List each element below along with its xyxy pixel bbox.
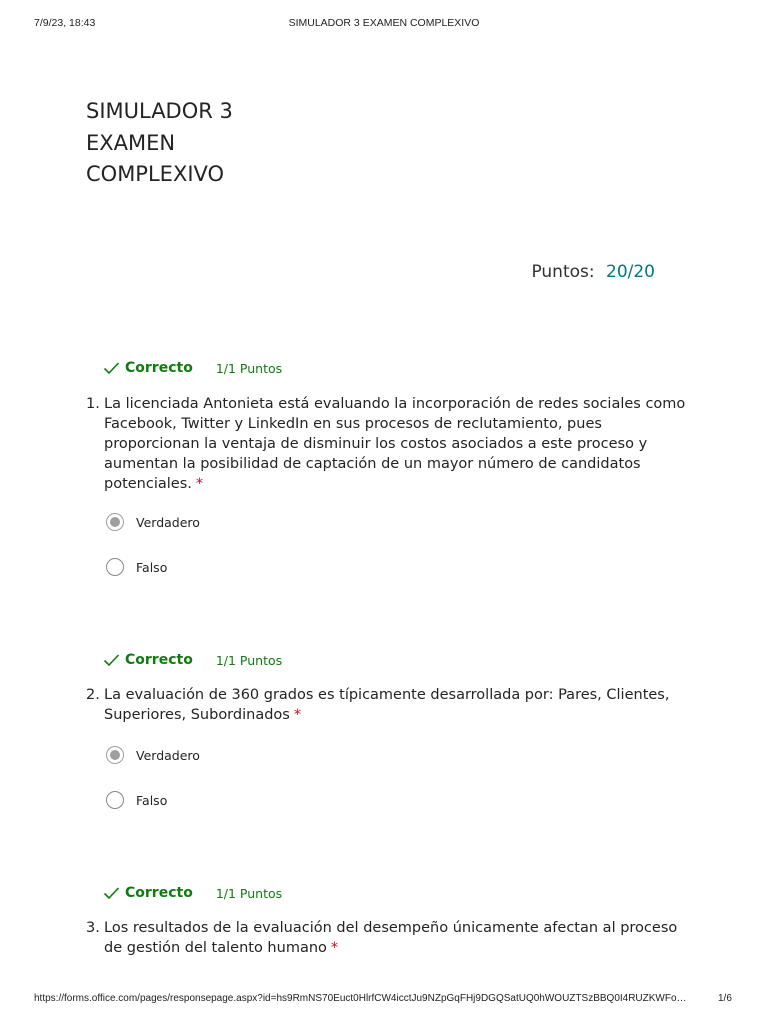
result-status: Correcto [125, 885, 193, 901]
question-text: Los resultados de la evaluación del desempeño únicamente afectan al proceso de gestión del talento humano [104, 920, 678, 956]
question-text-block [104, 685, 694, 725]
checkmark-icon [103, 886, 120, 900]
form-title-line: COMPLEXIVO [86, 162, 225, 186]
radio-selected-icon[interactable] [106, 513, 124, 531]
required-mark: * [330, 940, 339, 956]
question-text: La licenciada Antonieta está evaluando la incorporación de redes sociales como Facebook, Twitter y LinkedIn en sus procesos de reclutamiento, pues proporcionan la ventaja de disminuir los costos asociados a este proceso y aumentan la posibilidad de captación de un mayor número de candidatos potenciales. [104, 396, 686, 492]
print-date: 7/9/23, 18:43 [34, 17, 96, 29]
score-label: Puntos: [531, 262, 595, 282]
question-number: 1. [86, 396, 100, 412]
result-status: Correcto [125, 360, 193, 376]
result-row [103, 358, 282, 378]
question-points: 1/1 Puntos [215, 885, 283, 901]
radio-empty-icon[interactable] [106, 558, 124, 576]
option-falso[interactable] [106, 789, 167, 811]
checkmark-icon [103, 653, 120, 667]
radio-selected-icon[interactable] [106, 746, 124, 764]
page-url: https://forms.office.com/pages/responsepage.aspx?id=hs9RmNS70Euct0HlrfCW4icctJu9NZpGqFHj9DGQSatUQ0hWOUZTSzBBQ0I4RUZKWFo… [34, 993, 687, 1004]
form-title-line: SIMULADOR 3 [86, 99, 233, 123]
page-number: 1/6 [718, 993, 732, 1004]
option-label: Verdadero [136, 747, 200, 763]
score-value: 20/20 [606, 262, 655, 282]
print-title: SIMULADOR 3 EXAMEN COMPLEXIVO [288, 17, 480, 29]
option-label: Falso [136, 792, 168, 808]
question-2 [0, 650, 768, 820]
question-text: La evaluación de 360 grados es típicamente desarrollada por: Pares, Clientes, Superiores, Subordinados [104, 687, 670, 723]
print-footer [0, 993, 768, 1007]
option-verdadero[interactable] [106, 744, 200, 766]
form-title-line: EXAMEN [86, 130, 176, 155]
question-number: 2. [86, 687, 100, 703]
option-label: Verdadero [136, 514, 200, 530]
checkmark-icon [103, 361, 120, 375]
result-row [103, 883, 282, 903]
question-points: 1/1 Puntos [215, 652, 283, 668]
print-header [0, 17, 768, 31]
question-3 [0, 883, 768, 963]
question-1 [0, 358, 768, 588]
radio-empty-icon[interactable] [106, 791, 124, 809]
question-number: 3. [86, 920, 100, 936]
score [531, 262, 655, 282]
question-text-block [104, 918, 694, 958]
form-title [86, 96, 346, 191]
required-mark: * [195, 476, 204, 492]
result-row [103, 650, 282, 670]
question-points: 1/1 Puntos [215, 360, 283, 376]
required-mark: * [293, 707, 302, 723]
option-verdadero[interactable] [106, 511, 200, 533]
option-label: Falso [136, 559, 168, 575]
option-falso[interactable] [106, 556, 167, 578]
result-status: Correcto [125, 652, 193, 668]
question-text-block [104, 394, 694, 494]
